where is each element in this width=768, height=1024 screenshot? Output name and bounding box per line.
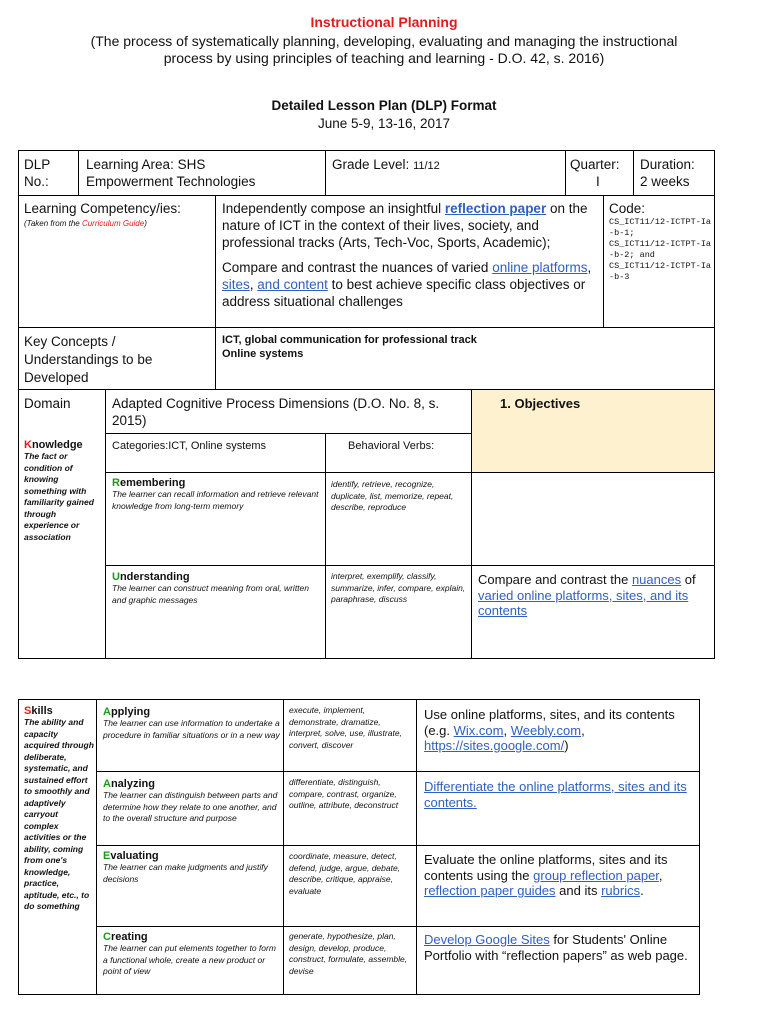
rubrics-link[interactable]: rubrics bbox=[601, 883, 641, 898]
duration: Duration: 2 weeks bbox=[640, 157, 695, 189]
learning-area: Learning Area: SHS Empowerment Technologies bbox=[86, 157, 256, 189]
analyzing-cell: Analyzing The learner can distinguish between parts and determine how they relate to one another, and to the overall structure and purpose bbox=[103, 778, 278, 823]
competency-label: Learning Competency/ies: bbox=[24, 201, 181, 216]
understanding-objective: Compare and contrast the nuances of varied online platforms, sites, and its contents bbox=[478, 572, 696, 618]
understanding-verbs: interpret, exemplify, classify, summarize, infer, compare, explain, paraphrase, discuss bbox=[331, 571, 466, 604]
dimensions-label: Adapted Cognitive Process Dimensions (D.O. No. 8, s. 2015) bbox=[112, 396, 440, 428]
code-3: CS_ICT11/12-ICTPT-Ia-b-3 bbox=[609, 261, 712, 282]
page-title: Instructional Planning bbox=[310, 14, 458, 30]
understanding-cell: Understanding The learner can construct meaning from oral, written and graphic messages bbox=[112, 571, 310, 605]
analyzing-verbs: differentiate, distinguish, compare, contrast, organize, outline, attribute, deconstruct bbox=[289, 777, 399, 810]
weebly-link[interactable]: Weebly.com bbox=[510, 722, 582, 738]
code-cell: Code: CS_ICT11/12-ICTPT-Ia-b-1; CS_ICT11/12-ICTPT-Ia-b-2; and CS_ICT11/12-ICTPT-Ia-b-3 bbox=[609, 201, 712, 282]
key-concepts-label: Key Concepts / Understandings to be Developed bbox=[24, 334, 153, 385]
domain-label: Domain bbox=[24, 396, 71, 411]
applying-cell: Applying The learner can use information to undertake a procedure in familiar situations or in a new way bbox=[103, 706, 280, 740]
objectives-label: 1. Objectives bbox=[500, 396, 581, 411]
creating-cell: Creating The learner can put elements together to form a functional whole, create a new product or point of view bbox=[103, 931, 276, 976]
code-2: CS_ICT11/12-ICTPT-Ia-b-2; and bbox=[609, 239, 712, 260]
subtitle-line-1: (The process of systematically planning, developing, evaluating and managing the instructional bbox=[90, 33, 678, 49]
applying-verbs: execute, implement, demonstrate, dramatize, interpret, solve, use, illustrate, convert, discover bbox=[289, 705, 402, 750]
and-content-link[interactable]: and content bbox=[257, 277, 328, 292]
code-1: CS_ICT11/12-ICTPT-Ia-b-1; bbox=[609, 217, 712, 238]
grade-level: Grade Level: 11/12 bbox=[332, 157, 440, 172]
competency-note: (Taken from the Curriculum Guide) bbox=[24, 219, 147, 228]
sites-link[interactable]: sites bbox=[222, 277, 250, 292]
reflection-paper-link[interactable]: reflection paper bbox=[444, 201, 547, 216]
remembering-verbs: identify, retrieve, recognize, duplicate, list, memorize, repeat, describe, reproduce bbox=[331, 479, 454, 512]
creating-verbs: generate, hypothesize, plan, design, develop, produce, construct, formulate, assemble, devise bbox=[289, 931, 408, 976]
wix-link[interactable]: Wix.com bbox=[453, 722, 504, 738]
dlp-number-label: DLP No.: bbox=[24, 157, 51, 189]
differentiate-link[interactable]: Differentiate the online platforms, sites and its contents. bbox=[424, 779, 687, 810]
categories-label: Categories:ICT, Online systems bbox=[112, 440, 267, 452]
skills-cell: Skills The ability and capacity acquired through deliberate, systematic, and sustained effort to smoothly and adaptively carryout complex activities or the ability, coming from one's knowledge, practice, aptitude, etc., to do something bbox=[24, 705, 94, 911]
google-sites-link[interactable]: https://sites.google.com/ bbox=[424, 738, 565, 753]
remembering-cell: Remembering The learner can recall information and retrieve relevant knowledge from long-term memory bbox=[112, 477, 319, 511]
format-dates: June 5-9, 13-16, 2017 bbox=[317, 116, 451, 131]
creating-objective: Develop Google Sites for Students' Online Portfolio with “reflection papers” as web page. bbox=[424, 932, 688, 963]
evaluating-cell: Evaluating The learner can make judgments and justify decisions bbox=[103, 850, 268, 884]
quarter: Quarter: I bbox=[570, 157, 620, 189]
page-subtitle bbox=[0, 33, 768, 67]
develop-google-sites-link[interactable]: Develop Google Sites bbox=[424, 932, 550, 947]
behavioral-verbs-label: Behavioral Verbs: bbox=[348, 440, 435, 452]
evaluating-objective: Evaluate the online platforms, sites and its contents using the group reflection paper, reflection paper guides and its rubrics. bbox=[424, 852, 668, 898]
applying-objective: Use online platforms, sites, and its contents (e.g. Wix.com, Weebly.com, https://sites.google.com/) bbox=[424, 707, 675, 753]
group-reflection-paper-link[interactable]: group reflection paper bbox=[533, 867, 659, 883]
online-platforms-link[interactable]: online platforms bbox=[492, 260, 588, 275]
analyzing-objective bbox=[424, 779, 698, 810]
reflection-paper-guides-link[interactable]: reflection paper guides bbox=[424, 883, 556, 898]
evaluating-verbs: coordinate, measure, detect, defend, judge, argue, debate, describe, critique, appraise, evaluate bbox=[289, 851, 401, 896]
subtitle-line-2: process by using principles of teaching and learning - D.O. 42, s. 2016) bbox=[163, 50, 605, 66]
nuances-link[interactable]: nuances bbox=[631, 572, 682, 587]
varied-online-platforms-link[interactable]: varied online platforms, sites, and its contents bbox=[478, 587, 689, 618]
key-concepts-value: ICT, global communication for professional track Online systems bbox=[222, 334, 477, 360]
knowledge-cell: Knowledge The fact or condition of knowing something with familiarity gained through experience or association bbox=[24, 439, 94, 542]
format-title: Detailed Lesson Plan (DLP) Format bbox=[271, 98, 497, 113]
competency-text: Independently compose an insightful reflection paper on the nature of ICT in the context of their lives, society, and professional tracks (Arts, Tech-Voc, Sports, Academic); Compare and contrast the nuances of varied online platforms, sites, and content to best achieve specific class objectives or address situational challenges bbox=[222, 201, 592, 309]
